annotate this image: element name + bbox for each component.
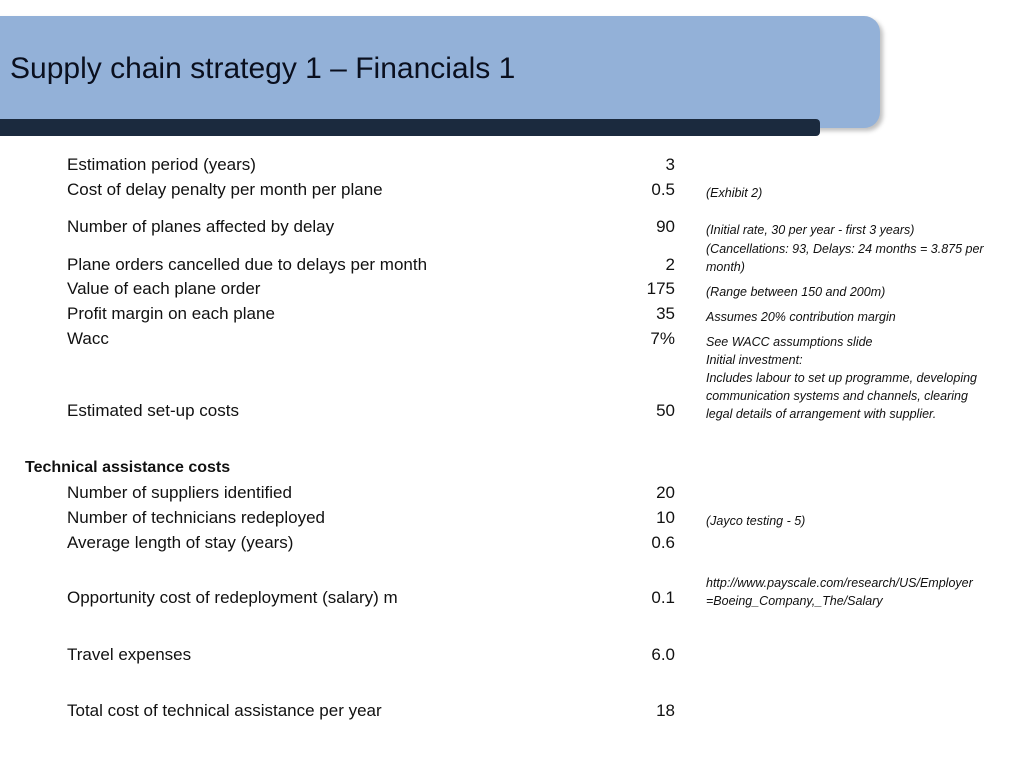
section-technical-assistance [0, 458, 1024, 482]
note-line: =Boeing_Company,_The/Salary [706, 594, 883, 608]
row-value: 0.5 [651, 180, 675, 199]
note-line: communication systems and channels, clearing [706, 389, 968, 403]
note-jayco: (Jayco testing - 5) [706, 514, 806, 528]
row-label: Plane orders cancelled due to delays per month [67, 255, 428, 274]
note-exhibit: (Exhibit 2) [706, 186, 763, 200]
row-label: Estimation period (years) [67, 155, 256, 174]
row-suppliers-identified [0, 483, 1024, 507]
note-contribution: Assumes 20% contribution margin [706, 310, 896, 324]
row-value: 90 [656, 217, 675, 236]
row-value: 20 [656, 483, 675, 502]
row-value: 10 [656, 508, 675, 527]
note-payscale-url [706, 574, 1016, 610]
row-value: 2 [665, 255, 675, 274]
note-line: Initial investment: [706, 353, 803, 367]
row-estimation-period [0, 155, 1024, 179]
note-cancellations [706, 240, 1016, 276]
row-value: 3 [665, 155, 675, 174]
note-line: (Cancellations: 93, Delays: 24 months = 3.875 per [706, 242, 984, 256]
row-label: Travel expenses [67, 645, 192, 664]
row-value: 0.1 [651, 588, 675, 607]
row-value: 18 [656, 701, 675, 720]
row-label: Average length of stay (years) [67, 533, 294, 552]
row-value: 35 [656, 304, 675, 323]
row-length-of-stay [0, 533, 1024, 557]
row-label: Wacc [67, 329, 109, 348]
row-value: 7% [650, 329, 675, 348]
section-title: Technical assistance costs [25, 459, 231, 476]
row-value: 50 [656, 401, 675, 420]
note-line: http://www.payscale.com/research/US/Employer [706, 576, 973, 590]
note-initial-investment [706, 351, 1016, 423]
row-label: Total cost of technical assistance per year [67, 701, 382, 720]
row-travel-expenses [0, 645, 1024, 669]
row-label: Number of planes affected by delay [67, 217, 335, 236]
note-line: legal details of arrangement with supplier. [706, 407, 937, 421]
row-label: Profit margin on each plane [67, 304, 275, 323]
row-label: Opportunity cost of redeployment (salary) m [67, 588, 398, 607]
note-line: Includes labour to set up programme, developing [706, 371, 977, 385]
row-label: Number of suppliers identified [67, 483, 292, 502]
row-label: Cost of delay penalty per month per plane [67, 180, 383, 199]
row-value: 0.6 [651, 533, 675, 552]
note-wacc: See WACC assumptions slide [706, 335, 873, 349]
note-range: (Range between 150 and 200m) [706, 285, 886, 299]
row-label: Number of technicians redeployed [67, 508, 325, 527]
note-line: month) [706, 260, 745, 274]
title-underline-bar [0, 119, 820, 136]
row-value: 6.0 [651, 645, 675, 664]
slide-title: Supply chain strategy 1 – Financials 1 [10, 52, 516, 85]
row-label: Estimated set-up costs [67, 401, 239, 420]
row-label: Value of each plane order [67, 279, 261, 298]
row-total-technical-cost [0, 701, 1024, 725]
row-value: 175 [646, 279, 675, 298]
note-initial-rate: (Initial rate, 30 per year - first 3 years) [706, 223, 915, 237]
